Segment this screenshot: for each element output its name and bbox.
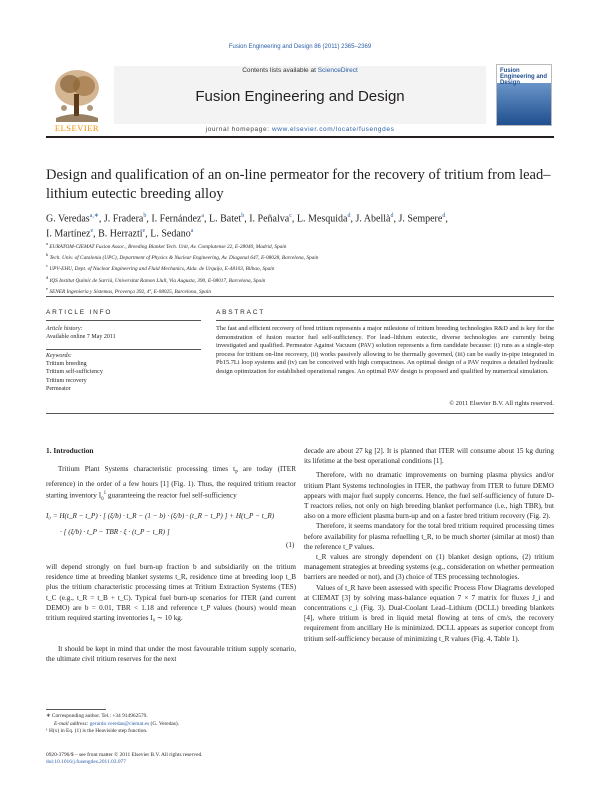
header-rule [46, 136, 554, 138]
affil-sup[interactable]: b [241, 213, 245, 219]
email-note: E-mail address: gerardo.veredas@ciemat.es (G. Veredas). [54, 720, 180, 727]
heaviside-note: ¹ H(x) in Eq. (1) is the Heaviside step function. [46, 728, 148, 734]
affil-sup[interactable]: d [390, 213, 394, 219]
divider [216, 320, 554, 321]
author[interactable]: , J. Fradera [98, 213, 144, 225]
elsevier-wordmark: ELSEVIER [54, 123, 100, 133]
equation-line: · [ (ξ/b) · t_P − TBR · ξ · (t_P − t_R) ] [60, 528, 170, 536]
journal-reference[interactable]: Fusion Engineering and Design 86 (2011) 2365–2369 [228, 44, 372, 50]
copyright: © 2011 Elsevier B.V. All rights reserved. [449, 400, 554, 407]
author[interactable]: G. Veredas [46, 213, 90, 225]
left-column-p3: It should be kept in mind that under the most favourable tritium supply scenario, the ultimate civil tritium reserves for the next [46, 645, 296, 664]
affiliation: $^a$ EURATOM-CIEMAT Fusion Assoc., Breeding Blanket Tech. Unit, Av. Complutense 22, E-28040, Madrid, Spain [46, 241, 287, 250]
author[interactable]: , J. Abellà [350, 213, 391, 225]
corresponding-author-note: ∗ Corresponding author. Tel.: +34 914962579. [46, 713, 148, 719]
issn-block [46, 752, 296, 766]
affiliation: $^e$ SENER Ingeniería y Sistemas, Provença 392, 4ª, E-08025, Barcelona, Spain [46, 285, 212, 295]
affil-sup[interactable]: a [190, 228, 194, 235]
abstract-text: The fast and efficient recovery of bred tritium represents a major milestone of tritium breeding technologies R&D and is key for the demonstration of fusion reactor fuel self-sufficiency. For lead–lithium eutectic, diverse technologies are currently being investigated and qualified. Permeator Against Vacuum (PAV) solution represents a firm candidate because: (i) runs as a single-step process for tritium on-line recovery, (ii) works passively allowing to be thermally governed, (iii) can be easily in-pipe integrated in Pb15.7Li loop systems and (iv) can be conceived with high compactness. An optimal design of a PAV requires a detailed hydraulic design optimization for established operational ranges. An optimal PAV design is proposed and qualified by numerical simulation. [216, 325, 554, 375]
right-column [304, 446, 554, 644]
author[interactable]: , J. Sempere [393, 213, 443, 225]
divider [46, 349, 201, 350]
article-history [46, 325, 201, 341]
author-list: G. Veredas$^{a,∗}$, J. Fradera$^b$, I. Fernández$^a$, L. Batet$^b$, I. Peñalva$^c$, L. Mesquida$^d$, J. Abellà$^d$, J. Sempere$^d$, I. Martínez$^e$, B. Herrazti$^e$, L. Sedano$^a$ [46, 213, 448, 240]
affil-sup[interactable]: b [143, 213, 147, 219]
footnote-rule [46, 709, 106, 710]
keyword: Permeator [46, 385, 71, 392]
affiliations [46, 240, 554, 296]
journal-homepage [114, 126, 486, 133]
article-title: Design and qualification of an on-line permeator for the recovery of tritium from lead–lithium eutectic breeding alloy [46, 167, 551, 202]
contents-prefix: Contents lists available at [242, 67, 318, 74]
history-text: Available online 7 May 2011 [46, 334, 116, 341]
author[interactable]: , L. Batet [204, 213, 242, 225]
paragraph: decade are about 27 kg [2]. It is planned that ITER will consume about 15 kg during its lifetime at the best operational conditions [1]. [304, 447, 554, 466]
divider [46, 413, 554, 414]
keywords [46, 352, 201, 393]
left-column-p2: will depend strongly on fuel burn-up fraction b and subsidiarily on the tritium residence time at breeding blanket systems t_R, residence time at breeding loop t_B plus the tritium characteristic processing times at Tritium Extraction Systems (TES) t_C (e.g., t_R = t_B + t_C). Typical fuel burn-up scenarios for ITER (and current DEMO) are b = 0.01, TBR < 1.18 and reference t_P values (hours) would mean tritium required starting inventories I₀ ∼ 10 kg. [46, 563, 296, 623]
keywords-label: Keywords: [46, 353, 72, 359]
equation-1 [46, 512, 296, 536]
affil-sup[interactable]: d [347, 213, 351, 219]
keyword: Tritium self-sufficiency [46, 369, 103, 376]
homepage-prefix: journal homepage: [205, 126, 273, 133]
footnotes [46, 713, 296, 736]
section-heading: 1. Introduction [46, 446, 94, 455]
paragraph: Values of t_R have been assessed with specific Process Flow Diagrams developed at CIEMAT [3] by solving mass-balance equation 7 × 7 matrix for fluxes J_i and concentrations c_i (Fig. 3). Dual-Coolant Lead–Lithium (DCLL) breeding blankets [4], where tritium is bred in liquid metal flowing at tens of cm/s, the recovery requirement from ancillary He is minimized. DCLL appears as superior concept from tritium self-sufficiency because of minimizing t_R values (Fig. 4, Table 1). [304, 583, 554, 643]
affil-sup[interactable]: e [142, 228, 146, 235]
affil-sup[interactable]: a,∗ [89, 213, 99, 219]
sciencedirect-link[interactable]: ScienceDirect [317, 67, 358, 74]
affiliation: $^d$ IQS Institut Químic de Sarrià, Universitat Ramon Llull, Via Augusta, 390, E-08017, Barcelona, Spain [46, 274, 266, 284]
journal-title: Fusion Engineering and Design [195, 88, 405, 105]
affil-sup[interactable]: c [289, 213, 292, 219]
email-link[interactable]: gerardo.veredas@ciemat.es [89, 720, 150, 727]
author[interactable]: , B. Herrazti [93, 228, 143, 240]
article-info-heading: ARTICLE INFO [46, 309, 113, 316]
keyword: Tritium breeding [46, 361, 87, 368]
equation-line: I₀ = H(t_R − t_P) · [ (ξ/b) · t_R − (1 − b) · (ξ/b) · (t_R − t_P) ] + H(t_P − t_R) [46, 512, 275, 520]
issn: 0920-3796/$ – see front matter © 2011 Elsevier B.V. All rights reserved. [46, 752, 203, 758]
author[interactable]: I. Martínez [46, 228, 91, 240]
author[interactable]: , I. Fernández [146, 213, 202, 225]
paragraph: Therefore, it seems mandatory for the total bred tritium required processing times before availability for plasma refuelling t_R, to be much shorter (similar at most) than the reference t_P values. [304, 522, 554, 551]
paragraph: t_R values are strongly dependent on (1) blanket design options, (2) tritium management strategies at breeding systems (e.g., consideration on whether permeation barriers are needed or not), and (3) choice of TES processing technologies. [304, 553, 554, 582]
author[interactable]: , L. Sedano [145, 228, 191, 240]
doi-link[interactable]: doi:10.1016/j.fusengdes.2011.03.077 [46, 759, 126, 766]
contents-line [114, 67, 486, 74]
elsevier-tree-logo [46, 66, 108, 124]
affil-sup[interactable]: a [201, 213, 204, 219]
author[interactable]: , I. Peñalva [244, 213, 290, 225]
affiliation: $^b$ Tech. Univ. of Catalonia (UPC), Department of Physics & Nuclear Engineering, Av. Diagonal 647, E-08028, Barcelona, Spain [46, 252, 319, 261]
cover-title: Fusion Engineering and Design [500, 68, 548, 86]
keyword: Tritium recovery [46, 377, 87, 384]
divider [46, 320, 201, 321]
homepage-link[interactable]: www.elsevier.com/locate/fusengdes [272, 126, 395, 133]
divider [46, 296, 554, 297]
affil-sup[interactable]: e [90, 228, 94, 235]
history-label: Article history: [46, 326, 83, 332]
abstract-heading: ABSTRACT [216, 309, 266, 316]
equation-number: (1) [286, 541, 295, 549]
affiliation: $^c$ UPV-EHU, Dept. of Nuclear Engineering and Fluid Mechanics, Alda. de Urquijo, E-48103, Bilbao, Spain [46, 263, 275, 273]
affil-sup[interactable]: d [442, 213, 446, 219]
author[interactable]: , L. Mesquida [291, 213, 348, 225]
paragraph: Therefore, with no dramatic improvements on burning plasma physics and/or tritium Plant Systems technologies in ITER, the pathway from ITER to future DEMO appears with major fuel supply concerns. Hence, the fuel self-sufficiency of future D-T reactors relies, not only on high breeding blanket performance (i.e., high TBR), but also on a more efficient plasma burn-up and on a faster bred tritium recovery (Fig. 2). [304, 471, 554, 521]
left-column-p1: Tritium Plant Systems characteristic processing times $t_P$ are today (ITER reference) in the order of a few hours [1] (Fig. 1). Thus, the required tritium reactor starting inventory $I_0^1$ guaranteeing the reactor fuel self-sufficiency [46, 465, 296, 502]
